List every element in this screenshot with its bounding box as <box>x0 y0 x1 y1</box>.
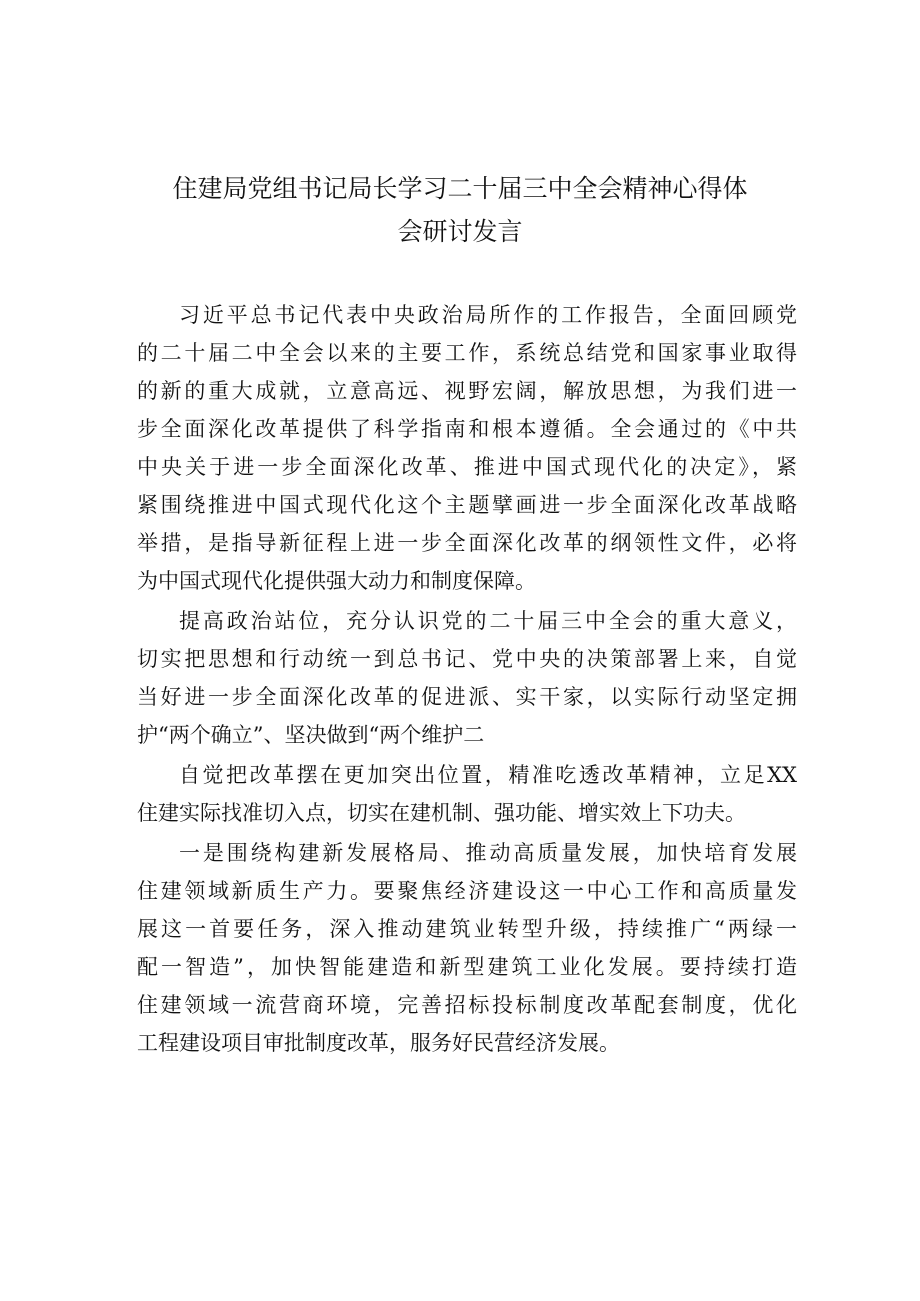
paragraph-1-line-3: 的新的重大成就，立意高远、视野宏阔，解放思想，为我们进一 <box>137 379 797 403</box>
paragraph-2-line-4: 护“两个确立”、坚决做到“两个维护二 <box>137 723 485 747</box>
paragraph-1-line-6: 紧围绕推进中国式现代化这个主题擘画进一步全面深化改革战略 <box>137 493 797 517</box>
paragraph-4-line-6: 工程建设项目审批制度改革，服务好民营经济发展。 <box>137 1031 620 1055</box>
paragraph-2-line-2: 切实把思想和行动统一到总书记、党中央的决策部署上来，自觉 <box>137 647 797 671</box>
paragraph-4-line-3: 展这一首要任务，深入推动建筑业转型升级，持续推广“两绿一 <box>137 917 797 941</box>
paragraph-1-line-1: 习近平总书记代表中央政治局所作的工作报告，全面回顾党 <box>179 303 797 327</box>
paragraph-1-line-8: 为中国式现代化提供强大动力和制度保障。 <box>137 569 536 593</box>
paragraph-4-line-5: 住建领域一流营商环境，完善招标投标制度改革配套制度，优化 <box>137 993 797 1017</box>
paragraph-1-line-7: 举措，是指导新征程上进一步全面深化改革的纲领性文件，必将 <box>137 531 797 555</box>
paragraph-1-line-2: 的二十届二中全会以来的主要工作，系统总结党和国家事业取得 <box>137 341 797 365</box>
paragraph-1-line-5: 中央关于进一步全面深化改革、推进中国式现代化的决定》，紧 <box>137 455 797 479</box>
paragraph-4-line-4: 配一智造”，加快智能建造和新型建筑工业化发展。要持续打造 <box>137 955 797 979</box>
paragraph-2-line-1: 提高政治站位，充分认识党的二十届三中全会的重大意义， <box>179 609 797 633</box>
paragraph-2-line-3: 当好进一步全面深化改革的促进派、实干家，以实际行动坚定拥 <box>137 685 797 709</box>
document-title-line-2: 会研讨发言 <box>397 217 523 246</box>
document-title-line-1: 住建局党组书记局长学习二十届三中全会精神心得体 <box>172 174 748 203</box>
paragraph-3-line-1: 自觉把改革摆在更加突出位置，精准吃透改革精神，立足XX <box>179 763 797 787</box>
paragraph-4-line-2: 住建领域新质生产力。要聚焦经济建设这一中心工作和高质量发 <box>137 879 797 903</box>
document-body <box>137 296 797 1062</box>
paragraph-4-line-1: 一是围绕构建新发展格局、推动高质量发展，加快培育发展 <box>179 841 797 865</box>
paragraph-3-line-2: 住建实际找准切入点，切实在建机制、强功能、增实效上下功夫。 <box>137 801 746 825</box>
paragraph-1-line-4: 步全面深化改革提供了科学指南和根本遵循。全会通过的《中共 <box>137 417 797 441</box>
